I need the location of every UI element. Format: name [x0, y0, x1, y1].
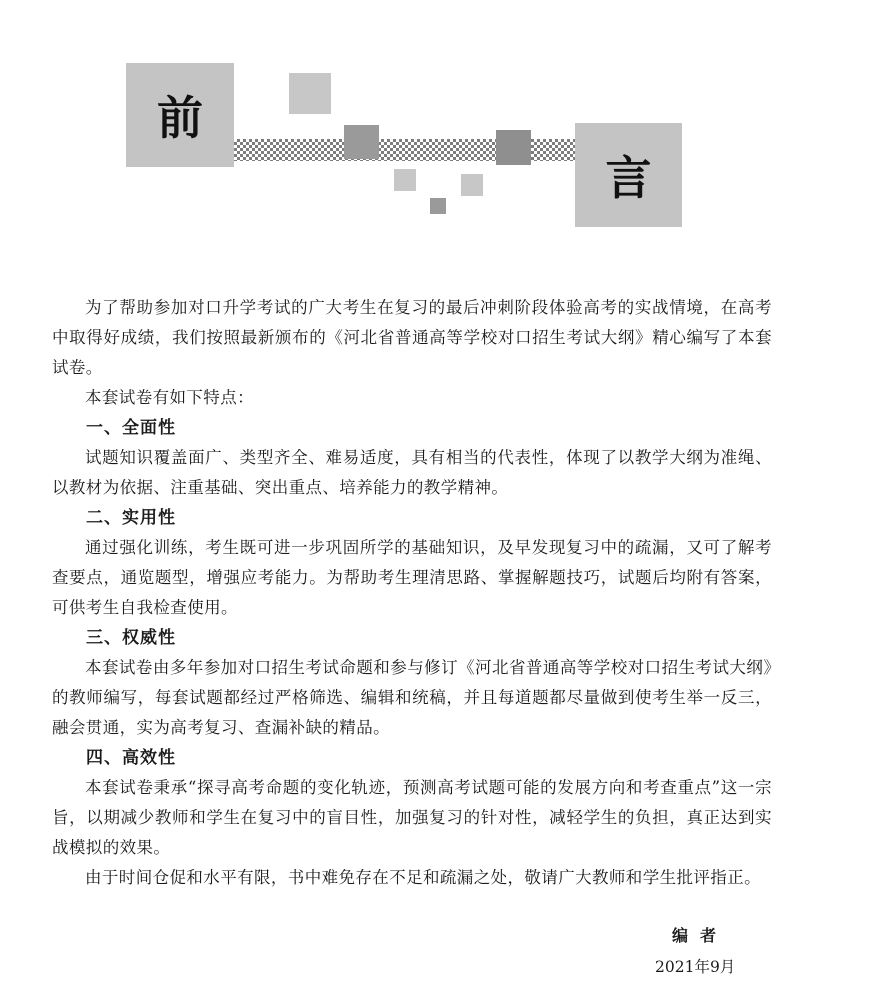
section-heading: 一、全面性 — [86, 418, 176, 438]
title-char-box-1 — [126, 63, 234, 167]
section-body: 本套试卷由多年参加对口招生考试命题和参与修订《河北省普通高等学校对口招生考试大纲》的教师编写，每套试题都经过严格筛选、编辑和统稿，并且每道题都尽量做到使考生举一反三，融会贯通，实为高考复习、查漏补缺的精品。 — [52, 658, 772, 737]
deco-square — [289, 73, 331, 114]
deco-square — [394, 169, 416, 191]
section-heading: 二、实用性 — [86, 508, 176, 528]
title-decoration — [0, 0, 876, 260]
section-heading: 四、高效性 — [86, 748, 176, 768]
title-char-1: 前 — [157, 91, 203, 145]
title-char-2: 言 — [605, 151, 652, 205]
date: 2021年9月 — [655, 958, 736, 976]
section-body: 试题知识覆盖面广、类型齐全、难易适度，具有相当的代表性，体现了以教学大纲为准绳、以教材为依据、注重基础、突出重点、培养能力的教学精神。 — [52, 448, 772, 497]
intro-paragraph: 为了帮助参加对口升学考试的广大考生在复习的最后冲刺阶段体验高考的实战情境，在高考中取得好成绩，我们按照最新颁布的《河北省普通高等学校对口招生考试大纲》精心编写了本套试卷。 — [52, 298, 772, 377]
preface-body — [52, 293, 772, 893]
deco-square — [430, 198, 446, 214]
features-intro: 本套试卷有如下特点： — [85, 388, 254, 407]
signature: 编者 — [672, 926, 729, 945]
deco-square — [496, 130, 531, 165]
closing-paragraph: 由于时间仓促和水平有限，书中难免存在不足和疏漏之处，敬请广大教师和学生批评指正。 — [85, 868, 761, 887]
section-heading: 三、权威性 — [86, 628, 176, 648]
deco-square — [461, 174, 483, 196]
section-body: 本套试卷秉承“探寻高考命题的变化轨迹，预测高考试题可能的发展方向和考查重点”这一宗旨，以期减少教师和学生在复习中的盲目性，加强复习的针对性，减轻学生的负担，真正达到实战模拟的效果。 — [52, 778, 772, 857]
deco-square — [344, 125, 379, 159]
title-char-box-2 — [575, 123, 682, 227]
section-body: 通过强化训练，考生既可进一步巩固所学的基础知识，及早发现复习中的疏漏，又可了解考查要点，通览题型，增强应考能力。为帮助考生理清思路、掌握解题技巧，试题后均附有答案，可供考生自我检查使用。 — [52, 538, 772, 617]
